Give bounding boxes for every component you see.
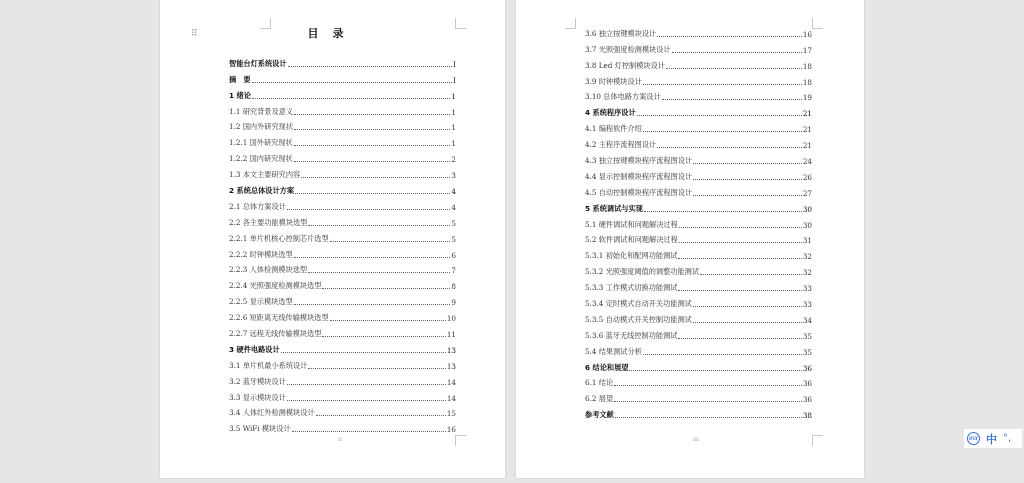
ime-toolbar[interactable] bbox=[964, 429, 1022, 448]
toc-dot-leader bbox=[252, 98, 451, 99]
toc-entry[interactable] bbox=[229, 291, 456, 307]
toc-entry-title: 3.3 显示模块设计 bbox=[229, 392, 286, 402]
toc-dot-leader bbox=[679, 242, 802, 243]
toc-entry-page-number: 21 bbox=[802, 141, 812, 151]
toc-dot-leader bbox=[637, 115, 802, 116]
toc-entry-title: 1.3 本文主要研究内容 bbox=[229, 170, 301, 180]
toc-entry-title: 2.2.6 短距离无线传输模块选型 bbox=[229, 313, 329, 323]
toc-entry-page-number: 4 bbox=[451, 187, 456, 197]
toc-entry[interactable] bbox=[585, 261, 812, 277]
toc-entry-title: 2.2.1 单片机核心控制芯片选型 bbox=[229, 233, 329, 243]
toc-entry-title: 摘 要 bbox=[229, 74, 251, 84]
toc-dot-leader bbox=[678, 290, 801, 291]
toc-dot-leader bbox=[662, 99, 802, 100]
toc-entry[interactable] bbox=[585, 214, 812, 230]
toc-entry[interactable] bbox=[585, 150, 812, 166]
toc-entry[interactable] bbox=[229, 307, 456, 323]
toc-entry[interactable] bbox=[229, 180, 456, 196]
toc-entry-page-number: 14 bbox=[446, 377, 456, 387]
toc-dot-leader bbox=[294, 257, 451, 258]
toc-entry[interactable] bbox=[585, 373, 812, 389]
toc-entry-title: 2.2.2 时钟模块选型 bbox=[229, 249, 293, 259]
toc-entry[interactable] bbox=[229, 275, 456, 291]
toc-entry-page-number: 1 bbox=[451, 107, 456, 117]
toc-dot-leader bbox=[287, 209, 451, 210]
toc-entry-page-number: 10 bbox=[446, 314, 456, 324]
toc-entry[interactable] bbox=[229, 164, 456, 180]
margin-corner-bottom-right bbox=[455, 435, 466, 446]
toc-entry-page-number: 18 bbox=[802, 61, 812, 71]
toc-entry[interactable] bbox=[585, 245, 812, 261]
toc-entry-page-number: 8 bbox=[451, 282, 456, 292]
toc-entry-page-number: 2 bbox=[451, 155, 456, 165]
toc-entry-page-number: 7 bbox=[451, 266, 456, 276]
toc-entry-title: 4 系统程序设计 bbox=[585, 108, 636, 118]
toc-entry-page-number: 1 bbox=[451, 91, 456, 101]
toc-entry-title: 3.8 Led 灯控制模块设计 bbox=[585, 60, 665, 70]
margin-corner-top-right bbox=[812, 18, 823, 29]
toc-entry[interactable] bbox=[229, 148, 456, 164]
toc-entry-title: 2.2 各主要功能模块选型 bbox=[229, 217, 308, 227]
toc-entry-title: 2.2.4 光照强度检测模块选型 bbox=[229, 281, 322, 291]
toc-dot-leader bbox=[322, 336, 445, 337]
toc-entry[interactable] bbox=[229, 212, 456, 228]
toc-entry[interactable] bbox=[585, 388, 812, 404]
toc-dot-leader bbox=[281, 352, 446, 353]
toc-entry-title: 5.3.1 初始化和配网功能测试 bbox=[585, 251, 678, 261]
toc-entry[interactable] bbox=[229, 418, 456, 434]
toc-entry-page-number: 5 bbox=[451, 218, 456, 228]
toc-entry-page-number: 33 bbox=[802, 284, 812, 294]
toc-dot-leader bbox=[672, 52, 802, 53]
toc-entry-title: 3.2 蓝牙模块设计 bbox=[229, 376, 286, 386]
toc-entry-title: 3.4 人体红外检测模块设计 bbox=[229, 408, 315, 418]
toc-entry-page-number: 19 bbox=[802, 93, 812, 103]
toc-entry[interactable] bbox=[229, 117, 456, 133]
toc-entry[interactable] bbox=[229, 355, 456, 371]
toc-entry-title: 4.1 编程软件介绍 bbox=[585, 124, 642, 134]
toc-entry-title: 2.1 总体方案设计 bbox=[229, 201, 286, 211]
toc-entry-title: 6.2 展望 bbox=[585, 394, 614, 404]
toc-entry-title: 5.3.5 自动模式开关控制功能测试 bbox=[585, 314, 692, 324]
toc-entry-title: 5.1 硬件调试和问题解决过程 bbox=[585, 219, 678, 229]
toc-entry-page-number: 31 bbox=[802, 236, 812, 246]
toc-entry[interactable] bbox=[585, 87, 812, 103]
toc-dot-leader bbox=[614, 385, 802, 386]
toc-entry[interactable] bbox=[229, 323, 456, 339]
toc-entry-title: 5.3.2 光照强度阈值的调整功能测试 bbox=[585, 267, 700, 277]
margin-corner-top-left bbox=[565, 18, 576, 29]
toc-dot-leader bbox=[657, 147, 802, 148]
toc-entry-page-number: 16 bbox=[446, 425, 456, 435]
toc-dot-leader bbox=[700, 274, 802, 275]
toc-dot-leader bbox=[288, 66, 453, 67]
toc-dot-leader bbox=[294, 161, 451, 162]
toc-dot-leader bbox=[294, 129, 450, 130]
toc-entry-page-number: 13 bbox=[446, 345, 456, 355]
toc-entry-page-number: 6 bbox=[451, 250, 456, 260]
toc-entry-title: 3.6 独立按键模块设计 bbox=[585, 28, 657, 38]
toc-entry-title: 5.3.3 工作模式切换功能测试 bbox=[585, 283, 678, 293]
toc-entry[interactable] bbox=[585, 404, 812, 420]
toc-dot-leader bbox=[693, 322, 802, 323]
toc-entry-page-number: 35 bbox=[802, 331, 812, 341]
toc-entry-page-number: 30 bbox=[802, 220, 812, 230]
toc-dot-leader bbox=[301, 177, 450, 178]
toc-entry-title: 5.2 软件调试和问题解决过程 bbox=[585, 235, 678, 245]
toc-entry-title: 2.2.7 远程无线传输模块选型 bbox=[229, 329, 322, 339]
toc-entry-title: 1.2.1 国外研究现状 bbox=[229, 138, 293, 148]
toc-entry-title: 5.3.4 定时模式自动开关功能测试 bbox=[585, 299, 692, 309]
toc-entry-page-number: 4 bbox=[451, 202, 456, 212]
toc-dot-leader bbox=[629, 370, 801, 371]
toc-entry-title: 2 系统总体设计方案 bbox=[229, 186, 295, 196]
margin-corner-bottom-right bbox=[812, 435, 823, 446]
toc-entry-page-number: 5 bbox=[451, 234, 456, 244]
toc-dot-leader bbox=[678, 338, 801, 339]
toc-entry-title: 3.10 总体电路方案设计 bbox=[585, 92, 661, 102]
toc-entry-page-number: 13 bbox=[446, 361, 456, 371]
toc-entry-title: 6.1 结论 bbox=[585, 378, 614, 388]
toc-entry-page-number: 32 bbox=[802, 268, 812, 278]
toc-dot-leader bbox=[657, 36, 802, 37]
toc-entry-title: 4.3 独立按键模块程序流程图设计 bbox=[585, 156, 693, 166]
toc-entry[interactable] bbox=[229, 260, 456, 276]
toc-entry[interactable] bbox=[585, 55, 812, 71]
toc-entry[interactable] bbox=[229, 196, 456, 212]
toc-entry[interactable] bbox=[585, 341, 812, 357]
toc-entry-page-number: 1 bbox=[451, 123, 456, 133]
toc-dot-leader bbox=[643, 354, 802, 355]
toc-entry[interactable] bbox=[229, 101, 456, 117]
toc-entry-title: 4.2 主程序流程图设计 bbox=[585, 140, 657, 150]
toc-entry-title: 3.5 WiFi 模块设计 bbox=[229, 424, 291, 434]
toc-entry-page-number: 21 bbox=[802, 125, 812, 135]
toc-dot-leader bbox=[294, 145, 451, 146]
toc-dot-leader bbox=[322, 288, 450, 289]
toc-entry-page-number: 17 bbox=[802, 45, 812, 55]
toc-dot-leader bbox=[679, 227, 802, 228]
toc-entry[interactable] bbox=[229, 53, 456, 69]
toc-entry-page-number: 27 bbox=[802, 188, 812, 198]
toc-dot-leader bbox=[693, 306, 802, 307]
toc-entry-page-number: 33 bbox=[802, 300, 812, 310]
toc-entry-page-number: 15 bbox=[446, 409, 456, 419]
toc-dot-leader bbox=[287, 400, 446, 401]
toc-entry-page-number: 34 bbox=[802, 315, 812, 325]
toc-dot-leader bbox=[308, 225, 450, 226]
toc-entry[interactable] bbox=[585, 102, 812, 118]
toc-entry-title: 4.4 显示控制模块程序流程图设计 bbox=[585, 171, 693, 181]
toc-entry-page-number: 18 bbox=[802, 77, 812, 87]
toc-entry-title: 2.2.5 显示模块选型 bbox=[229, 297, 293, 307]
toc-entry-title: 5.3.6 蓝牙无线控制功能测试 bbox=[585, 330, 678, 340]
toc-dot-leader bbox=[287, 384, 446, 385]
toc-entry[interactable] bbox=[585, 198, 812, 214]
toc-entry[interactable] bbox=[585, 166, 812, 182]
toc-entry[interactable] bbox=[229, 339, 456, 355]
toc-entry-page-number: 36 bbox=[802, 363, 812, 373]
toc-dot-leader bbox=[308, 368, 445, 369]
toc-dot-leader bbox=[678, 258, 801, 259]
toc-dot-leader bbox=[294, 114, 450, 115]
toc-entry[interactable] bbox=[585, 277, 812, 293]
toc-entry[interactable] bbox=[585, 325, 812, 341]
toc-entry-title: 4.5 自动控制模块程序流程图设计 bbox=[585, 187, 693, 197]
toc-dot-leader bbox=[644, 211, 802, 212]
page-footer-number: II bbox=[338, 437, 342, 443]
toc-list-right bbox=[585, 23, 812, 420]
ime-punctuation-toggle-icon[interactable]: °, bbox=[1003, 432, 1012, 444]
toc-entry[interactable] bbox=[229, 132, 456, 148]
toc-entry[interactable] bbox=[585, 134, 812, 150]
toc-dot-leader bbox=[330, 241, 451, 242]
toc-dot-leader bbox=[308, 272, 450, 273]
toc-dot-leader bbox=[252, 82, 453, 83]
toc-entry-page-number: 24 bbox=[802, 157, 812, 167]
toc-entry[interactable] bbox=[585, 230, 812, 246]
toc-entry-page-number: 36 bbox=[802, 379, 812, 389]
toc-entry-title: 1.2 国内外研究现状 bbox=[229, 122, 294, 132]
toc-entry[interactable] bbox=[229, 403, 456, 419]
toc-entry-page-number: 30 bbox=[802, 204, 812, 214]
toc-entry-title: 2.2.3 人体检测模块选型 bbox=[229, 265, 308, 275]
toc-entry[interactable] bbox=[585, 357, 812, 373]
toc-entry-page-number: 3 bbox=[451, 171, 456, 181]
toc-entry-title: 3.7 光照强度检测模块设计 bbox=[585, 44, 671, 54]
page-footer-number: III bbox=[693, 437, 699, 443]
toc-entry-title: 6 结论和展望 bbox=[585, 362, 629, 372]
toc-entry[interactable] bbox=[229, 387, 456, 403]
toc-entry-page-number: 11 bbox=[446, 330, 456, 340]
toc-entry-page-number: 14 bbox=[446, 393, 456, 403]
toc-list-left bbox=[229, 53, 456, 434]
toc-entry-page-number: 36 bbox=[802, 395, 812, 405]
document-page-left bbox=[160, 0, 505, 478]
toc-dot-leader bbox=[316, 415, 446, 416]
toc-entry-page-number: 21 bbox=[802, 109, 812, 119]
toc-entry-page-number: 35 bbox=[802, 347, 812, 357]
toc-entry-title: 5 系统调试与实现 bbox=[585, 203, 643, 213]
toc-entry-page-number: I bbox=[453, 75, 456, 85]
toc-entry[interactable] bbox=[229, 228, 456, 244]
toc-entry[interactable] bbox=[585, 71, 812, 87]
toc-entry-title: 1.2.2 国内研究现状 bbox=[229, 154, 293, 164]
toc-entry-title: 3 硬件电路设计 bbox=[229, 344, 280, 354]
toc-entry-title: 参考文献 bbox=[585, 410, 614, 420]
toc-entry-title: 3.1 单片机最小系统设计 bbox=[229, 360, 308, 370]
toc-dot-leader bbox=[292, 431, 446, 432]
toc-entry-page-number: 1 bbox=[451, 139, 456, 149]
toc-dot-leader bbox=[615, 417, 802, 418]
toc-dot-leader bbox=[614, 401, 802, 402]
toc-entry[interactable] bbox=[585, 293, 812, 309]
ime-language-toggle[interactable]: 中 bbox=[986, 432, 997, 446]
ime-logo-icon[interactable]: iFLY bbox=[967, 432, 980, 445]
toc-entry-title: 3.9 时钟模块设计 bbox=[585, 76, 642, 86]
toc-dot-leader bbox=[693, 163, 802, 164]
toc-entry[interactable] bbox=[585, 309, 812, 325]
toc-entry-page-number: 16 bbox=[802, 29, 812, 39]
toc-dot-leader bbox=[666, 68, 802, 69]
toc-entry-title: 智能台灯系统设计 bbox=[229, 58, 287, 68]
toc-title: 目录 bbox=[307, 27, 358, 40]
toc-entry-page-number: 9 bbox=[451, 298, 456, 308]
toc-entry-page-number: 38 bbox=[802, 411, 812, 421]
toc-entry[interactable] bbox=[229, 69, 456, 85]
toc-dot-leader bbox=[330, 320, 446, 321]
toc-entry[interactable] bbox=[229, 371, 456, 387]
toc-entry[interactable] bbox=[229, 85, 456, 101]
toc-dot-leader bbox=[643, 84, 802, 85]
toc-entry[interactable] bbox=[229, 244, 456, 260]
toc-entry[interactable] bbox=[585, 182, 812, 198]
toc-dot-leader bbox=[294, 304, 451, 305]
toc-entry-title: 1 绪论 bbox=[229, 90, 251, 100]
toc-dot-leader bbox=[643, 131, 802, 132]
document-page-right bbox=[516, 0, 864, 478]
toc-entry[interactable] bbox=[585, 39, 812, 55]
toc-entry-title: 5.4 结果测试分析 bbox=[585, 346, 642, 356]
drag-handle-icon[interactable]: ⠿ bbox=[191, 29, 197, 39]
toc-entry-page-number: 32 bbox=[802, 252, 812, 262]
toc-entry-title: 1.1 研究背景及意义 bbox=[229, 106, 294, 116]
toc-dot-leader bbox=[295, 193, 450, 194]
toc-entry[interactable] bbox=[585, 23, 812, 39]
toc-entry-page-number: 26 bbox=[802, 172, 812, 182]
toc-entry[interactable] bbox=[585, 118, 812, 134]
toc-entry-page-number: I bbox=[453, 59, 456, 69]
toc-dot-leader bbox=[693, 195, 802, 196]
toc-dot-leader bbox=[693, 179, 802, 180]
